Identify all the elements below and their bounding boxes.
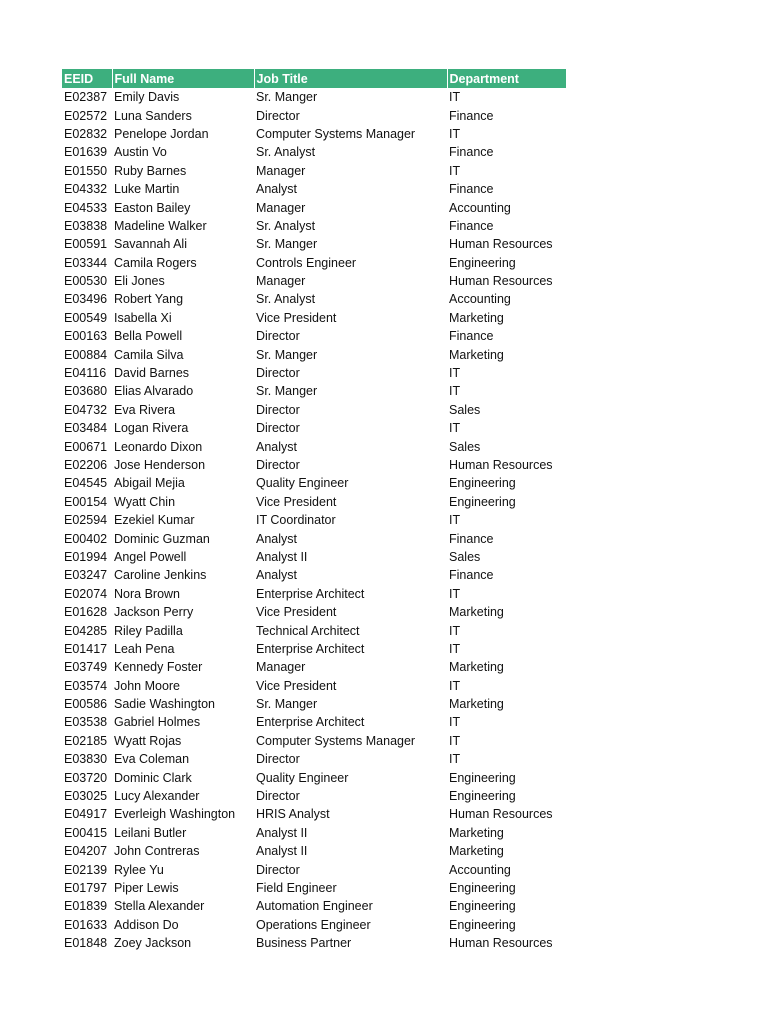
cell-department[interactable]: Accounting [449, 862, 511, 877]
cell-department[interactable]: Finance [449, 329, 494, 344]
cell-job-title[interactable]: Vice President [256, 678, 337, 693]
cell-job-title[interactable]: Director [256, 329, 300, 344]
table-row [62, 677, 566, 695]
cell-full-name[interactable]: Rylee Yu [114, 862, 164, 877]
cell-full-name[interactable]: Emily Davis [114, 90, 180, 105]
cell-eeid[interactable]: E00884 [64, 347, 108, 362]
cell-job-title[interactable]: Sr. Analyst [256, 145, 316, 160]
cell-eeid[interactable]: E00415 [64, 825, 108, 840]
cell-full-name[interactable]: Abigail Mejia [114, 476, 185, 491]
cell-department[interactable]: IT [449, 421, 461, 436]
cell-full-name[interactable]: Camila Silva [114, 347, 184, 362]
table-row [62, 198, 566, 216]
cell-full-name[interactable]: Riley Padilla [114, 623, 183, 638]
cell-job-title[interactable]: Computer Systems Manager [256, 126, 416, 141]
cell-job-title[interactable]: Director [256, 366, 300, 381]
cell-department[interactable]: Engineering [449, 917, 516, 932]
cell-department[interactable]: Marketing [449, 310, 504, 325]
cell-full-name[interactable]: Jackson Perry [114, 605, 194, 620]
cell-eeid[interactable]: E00402 [64, 531, 108, 546]
cell-department[interactable]: Human Resources [449, 936, 553, 951]
cell-job-title[interactable]: Vice President [256, 310, 337, 325]
table-row [62, 750, 566, 768]
cell-full-name[interactable]: Ezekiel Kumar [114, 513, 195, 528]
cell-eeid[interactable]: E04533 [64, 200, 108, 215]
table-row [62, 713, 566, 731]
cell-job-title[interactable]: Analyst II [256, 844, 308, 859]
column-header-job-title: Job Title [254, 69, 447, 88]
cell-full-name[interactable]: Ruby Barnes [114, 163, 187, 178]
cell-department[interactable]: Marketing [449, 660, 504, 675]
cell-eeid[interactable]: E02387 [64, 90, 108, 105]
cell-eeid[interactable]: E03496 [64, 292, 108, 307]
cell-job-title[interactable]: Automation Engineer [256, 899, 373, 914]
cell-department[interactable]: Finance [449, 218, 494, 233]
cell-job-title[interactable]: Field Engineer [256, 880, 337, 895]
cell-job-title[interactable]: Analyst [256, 568, 297, 583]
cell-job-title[interactable]: Technical Architect [256, 623, 360, 638]
cell-department[interactable]: Sales [449, 402, 481, 417]
cell-department[interactable]: Engineering [449, 494, 516, 509]
cell-job-title[interactable]: Analyst [256, 182, 297, 197]
cell-eeid[interactable]: E00586 [64, 697, 108, 712]
cell-full-name[interactable]: Eva Rivera [114, 402, 176, 417]
cell-job-title[interactable]: Sr. Analyst [256, 292, 316, 307]
cell-job-title[interactable]: Manager [256, 274, 306, 289]
table-row [62, 143, 566, 161]
table-row [62, 860, 566, 878]
cell-full-name[interactable]: Eva Coleman [114, 752, 190, 767]
cell-department[interactable]: IT [449, 513, 461, 528]
table-row [62, 419, 566, 437]
cell-eeid[interactable]: E04732 [64, 402, 108, 417]
table-row [62, 548, 566, 566]
cell-eeid[interactable]: E03830 [64, 752, 108, 767]
cell-eeid[interactable]: E01639 [64, 145, 108, 160]
table-row [62, 401, 566, 419]
column-header-full-name: Full Name [112, 69, 254, 88]
cell-full-name[interactable]: Luna Sanders [114, 108, 192, 123]
cell-full-name[interactable]: Leah Pena [114, 641, 175, 656]
table-row [62, 732, 566, 750]
cell-department[interactable]: Marketing [449, 605, 504, 620]
cell-department[interactable]: Engineering [449, 789, 516, 804]
cell-department[interactable]: Engineering [449, 880, 516, 895]
cell-department[interactable]: Finance [449, 182, 494, 197]
cell-department[interactable]: IT [449, 715, 461, 730]
table-row [62, 162, 566, 180]
cell-job-title[interactable]: Sr. Manger [256, 347, 318, 362]
cell-job-title[interactable]: Sr. Manger [256, 90, 318, 105]
cell-job-title[interactable]: Controls Engineer [256, 255, 357, 270]
column-header-eeid: EEID [62, 69, 112, 88]
cell-department[interactable]: Engineering [449, 476, 516, 491]
table-row [62, 456, 566, 474]
table-row [62, 603, 566, 621]
table-row [62, 364, 566, 382]
table-row [62, 824, 566, 842]
cell-full-name[interactable]: Austin Vo [114, 145, 167, 160]
cell-department[interactable]: Marketing [449, 697, 504, 712]
cell-department[interactable]: Finance [449, 531, 494, 546]
cell-full-name[interactable]: Bella Powell [114, 329, 183, 344]
cell-job-title[interactable]: Enterprise Architect [256, 641, 365, 656]
cell-department[interactable]: IT [449, 623, 461, 638]
cell-job-title[interactable]: Director [256, 752, 300, 767]
cell-eeid[interactable]: E02074 [64, 586, 108, 601]
cell-full-name[interactable]: Eli Jones [114, 274, 165, 289]
cell-eeid[interactable]: E03538 [64, 715, 108, 730]
cell-full-name[interactable]: Wyatt Rojas [114, 733, 182, 748]
cell-eeid[interactable]: E03720 [64, 770, 108, 785]
cell-department[interactable]: Human Resources [449, 237, 553, 252]
header-row [62, 69, 566, 88]
cell-job-title[interactable]: Vice President [256, 605, 337, 620]
cell-job-title[interactable]: Sr. Manger [256, 237, 318, 252]
cell-department[interactable]: IT [449, 641, 461, 656]
cell-department[interactable]: Marketing [449, 844, 504, 859]
employee-sheet [62, 69, 566, 952]
cell-full-name[interactable]: Jose Henderson [114, 458, 206, 472]
table-row [62, 180, 566, 198]
cell-full-name[interactable]: Sadie Washington [114, 697, 215, 712]
cell-eeid[interactable]: E03484 [64, 421, 108, 436]
cell-job-title[interactable]: Manager [256, 200, 306, 215]
cell-eeid[interactable]: E00154 [64, 494, 108, 509]
cell-department[interactable]: IT [449, 586, 461, 601]
cell-eeid[interactable]: E02185 [64, 733, 108, 748]
cell-eeid[interactable]: E02572 [64, 108, 108, 123]
cell-job-title[interactable]: Vice President [256, 494, 337, 509]
cell-eeid[interactable]: E01628 [64, 605, 108, 620]
table-row [62, 842, 566, 860]
cell-job-title[interactable]: Quality Engineer [256, 476, 349, 491]
cell-department[interactable]: Human Resources [449, 807, 553, 822]
table-body [62, 88, 566, 952]
cell-eeid[interactable]: E01994 [64, 549, 108, 564]
cell-eeid[interactable]: E01417 [64, 641, 108, 656]
table-row [62, 125, 566, 143]
table-row [62, 327, 566, 345]
table-row [62, 695, 566, 713]
cell-department[interactable]: Sales [449, 549, 481, 564]
cell-department[interactable]: Engineering [449, 770, 516, 785]
cell-eeid[interactable]: E01848 [64, 936, 108, 951]
column-header-department: Department [447, 69, 566, 88]
cell-department[interactable]: Human Resources [449, 458, 553, 472]
cell-department[interactable]: IT [449, 90, 461, 105]
cell-eeid[interactable]: E02206 [64, 458, 108, 472]
cell-eeid[interactable]: E04116 [64, 366, 107, 381]
table-row [62, 805, 566, 823]
cell-full-name[interactable]: Luke Martin [114, 182, 180, 197]
cell-job-title[interactable]: Sr. Manger [256, 384, 318, 399]
table-row [62, 916, 566, 934]
cell-eeid[interactable]: E03247 [64, 568, 108, 583]
cell-department[interactable]: IT [449, 126, 461, 141]
cell-job-title[interactable]: Analyst [256, 531, 297, 546]
cell-eeid[interactable]: E00163 [64, 329, 108, 344]
cell-full-name[interactable]: Piper Lewis [114, 880, 179, 895]
cell-full-name[interactable]: Penelope Jordan [114, 126, 209, 141]
cell-eeid[interactable]: E04285 [64, 623, 108, 638]
cell-department[interactable]: Engineering [449, 899, 516, 914]
cell-eeid[interactable]: E04917 [64, 807, 108, 822]
cell-full-name[interactable]: John Contreras [114, 844, 200, 859]
cell-job-title[interactable]: Analyst [256, 439, 297, 454]
table-row [62, 529, 566, 547]
table-row [62, 474, 566, 492]
table-row [62, 934, 566, 952]
cell-job-title[interactable]: Computer Systems Manager [256, 733, 416, 748]
cell-full-name[interactable]: Savannah Ali [114, 237, 187, 252]
cell-job-title[interactable]: HRIS Analyst [256, 807, 330, 822]
cell-job-title[interactable]: Sr. Analyst [256, 218, 316, 233]
cell-job-title[interactable]: Director [256, 789, 300, 804]
cell-eeid[interactable]: E03749 [64, 660, 108, 675]
cell-eeid[interactable]: E03838 [64, 218, 108, 233]
table-row [62, 290, 566, 308]
table-row [62, 621, 566, 639]
cell-job-title[interactable]: Director [256, 458, 300, 472]
cell-department[interactable]: Accounting [449, 200, 511, 215]
cell-full-name[interactable]: Camila Rogers [114, 255, 197, 270]
cell-full-name[interactable]: Madeline Walker [114, 218, 207, 233]
table-row [62, 897, 566, 915]
cell-full-name[interactable]: Dominic Guzman [114, 531, 210, 546]
cell-full-name[interactable]: Wyatt Chin [114, 494, 176, 509]
cell-job-title[interactable]: Director [256, 402, 300, 417]
cell-department[interactable]: Sales [449, 439, 481, 454]
cell-job-title[interactable]: Director [256, 862, 300, 877]
table-row [62, 585, 566, 603]
cell-eeid[interactable]: E03680 [64, 384, 108, 399]
table-row [62, 787, 566, 805]
cell-eeid[interactable]: E03344 [64, 255, 108, 270]
cell-job-title[interactable]: IT Coordinator [256, 513, 336, 528]
cell-department[interactable]: IT [449, 366, 461, 381]
cell-full-name[interactable]: Everleigh Washington [114, 807, 236, 822]
cell-full-name[interactable]: Logan Rivera [114, 421, 189, 436]
cell-eeid[interactable]: E03574 [64, 678, 108, 693]
cell-department[interactable]: IT [449, 733, 461, 748]
cell-job-title[interactable]: Enterprise Architect [256, 715, 365, 730]
cell-job-title[interactable]: Quality Engineer [256, 770, 349, 785]
cell-department[interactable]: IT [449, 163, 461, 178]
cell-department[interactable]: IT [449, 752, 461, 767]
table-row [62, 106, 566, 124]
cell-department[interactable]: Marketing [449, 347, 504, 362]
cell-job-title[interactable]: Enterprise Architect [256, 586, 365, 601]
cell-full-name[interactable]: Zoey Jackson [114, 936, 192, 951]
cell-eeid[interactable]: E00671 [64, 439, 108, 454]
cell-full-name[interactable]: Angel Powell [114, 549, 187, 564]
table-row [62, 493, 566, 511]
cell-full-name[interactable]: Isabella Xi [114, 310, 172, 325]
table-row [62, 437, 566, 455]
cell-eeid[interactable]: E02594 [64, 513, 108, 528]
table-row [62, 235, 566, 253]
table-row [62, 272, 566, 290]
cell-department[interactable]: Marketing [449, 825, 504, 840]
cell-eeid[interactable]: E01839 [64, 899, 108, 914]
table-row [62, 511, 566, 529]
cell-job-title[interactable]: Analyst II [256, 549, 308, 564]
cell-eeid[interactable]: E00549 [64, 310, 108, 325]
cell-full-name[interactable]: Robert Yang [114, 292, 184, 307]
cell-eeid[interactable]: E01633 [64, 917, 108, 932]
cell-department[interactable]: Accounting [449, 292, 511, 307]
cell-eeid[interactable]: E02832 [64, 126, 108, 141]
cell-job-title[interactable]: Operations Engineer [256, 917, 371, 932]
table-row [62, 254, 566, 272]
table-row [62, 382, 566, 400]
cell-full-name[interactable]: Easton Bailey [114, 200, 191, 215]
cell-job-title[interactable]: Analyst II [256, 825, 308, 840]
cell-full-name[interactable]: Stella Alexander [114, 899, 205, 914]
cell-full-name[interactable]: Lucy Alexander [114, 789, 200, 804]
cell-job-title[interactable]: Manager [256, 163, 306, 178]
cell-full-name[interactable]: Elias Alvarado [114, 384, 194, 399]
table-row [62, 640, 566, 658]
cell-full-name[interactable]: Nora Brown [114, 586, 180, 601]
cell-full-name[interactable]: Gabriel Holmes [114, 715, 201, 730]
cell-department[interactable]: Engineering [449, 255, 516, 270]
cell-department[interactable]: Human Resources [449, 274, 553, 289]
cell-eeid[interactable]: E04545 [64, 476, 108, 491]
table-row [62, 768, 566, 786]
employee-table [62, 69, 566, 952]
cell-eeid[interactable]: E00530 [64, 274, 108, 289]
table-row [62, 658, 566, 676]
cell-full-name[interactable]: David Barnes [114, 366, 190, 381]
cell-department[interactable]: Finance [449, 108, 494, 123]
cell-department[interactable]: Finance [449, 568, 494, 583]
cell-eeid[interactable]: E01797 [64, 880, 108, 895]
cell-job-title[interactable]: Sr. Manger [256, 697, 318, 712]
cell-department[interactable]: Finance [449, 145, 494, 160]
cell-eeid[interactable]: E00591 [64, 237, 108, 252]
table-row [62, 88, 566, 106]
cell-eeid[interactable]: E03025 [64, 789, 108, 804]
cell-department[interactable]: IT [449, 678, 461, 693]
cell-job-title[interactable]: Manager [256, 660, 306, 675]
cell-full-name[interactable]: Caroline Jenkins [114, 568, 207, 583]
cell-department[interactable]: IT [449, 384, 461, 399]
cell-full-name[interactable]: John Moore [114, 678, 181, 693]
table-row [62, 879, 566, 897]
cell-eeid[interactable]: E04332 [64, 182, 108, 197]
cell-job-title[interactable]: Director [256, 421, 300, 436]
cell-eeid[interactable]: E01550 [64, 163, 108, 178]
cell-eeid[interactable]: E04207 [64, 844, 108, 859]
cell-job-title[interactable]: Business Partner [256, 936, 352, 951]
cell-full-name[interactable]: Addison Do [114, 917, 179, 932]
cell-full-name[interactable]: Leonardo Dixon [114, 439, 203, 454]
cell-job-title[interactable]: Director [256, 108, 300, 123]
table-row [62, 217, 566, 235]
cell-full-name[interactable]: Dominic Clark [114, 770, 192, 785]
cell-full-name[interactable]: Leilani Butler [114, 825, 187, 840]
cell-full-name[interactable]: Kennedy Foster [114, 660, 203, 675]
table-row [62, 309, 566, 327]
table-row [62, 566, 566, 584]
cell-eeid[interactable]: E02139 [64, 862, 108, 877]
table-row [62, 345, 566, 363]
